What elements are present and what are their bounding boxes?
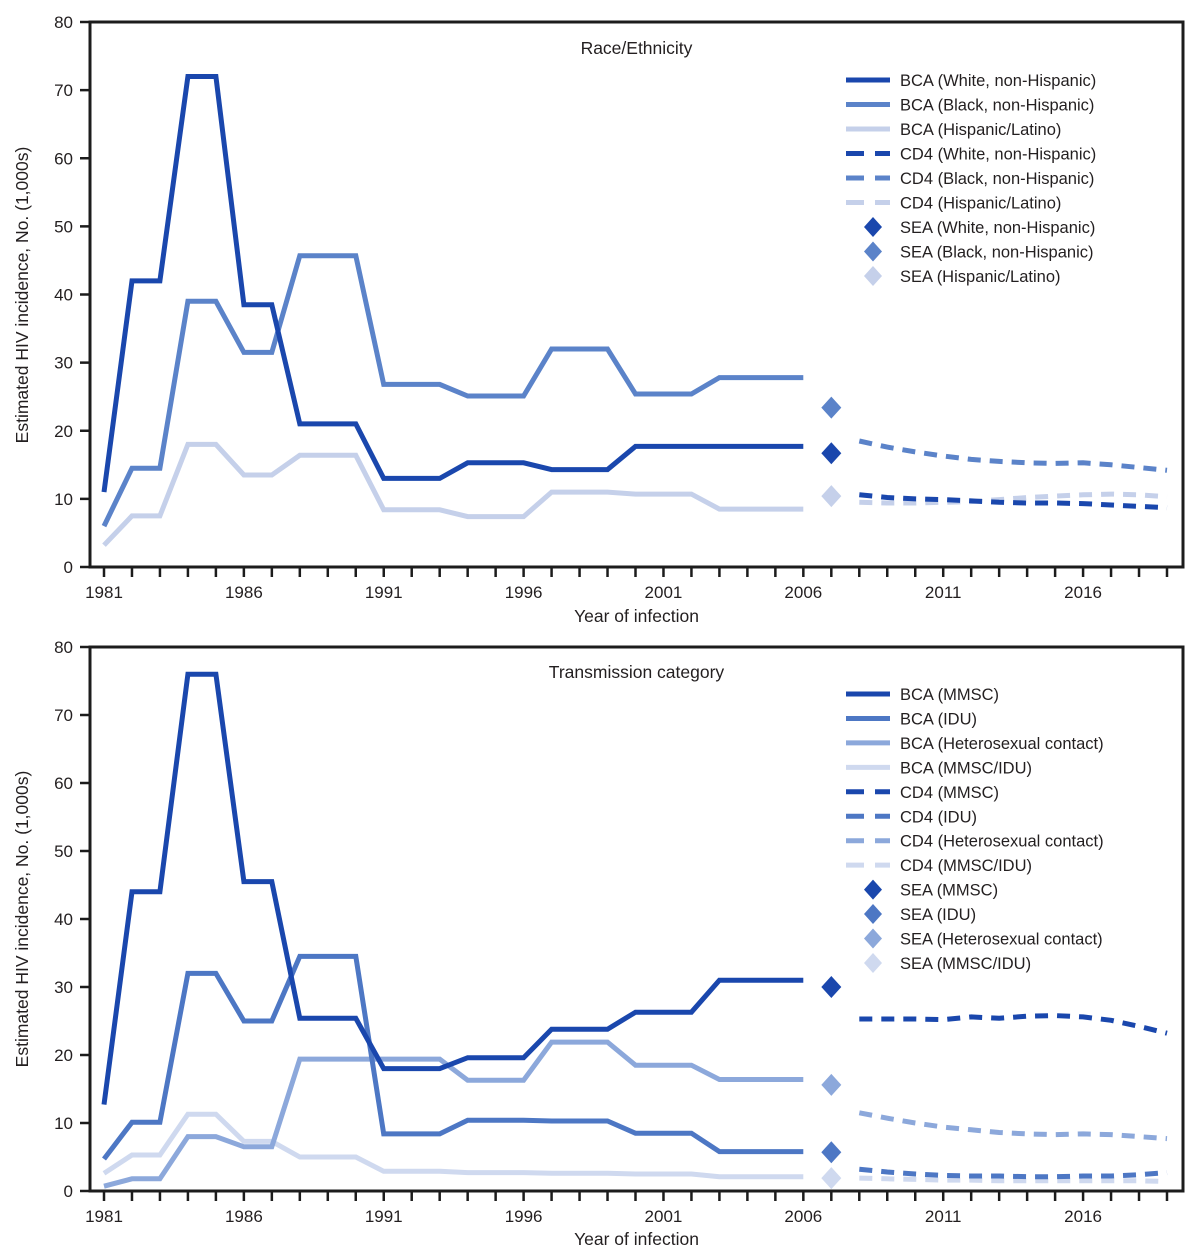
- series-line:BCA (MMSC/IDU): [104, 1114, 803, 1177]
- legend-label: BCA (Hispanic/Latino): [900, 121, 1062, 139]
- x-tick-label: 1996: [504, 583, 543, 602]
- y-tick-label: 40: [54, 910, 73, 929]
- legend-label: CD4 (MMSC/IDU): [900, 857, 1032, 876]
- series-marker:SEA (MMSC): [821, 976, 841, 998]
- legend-swatch-diamond: [864, 880, 882, 900]
- y-tick-label: 0: [63, 1182, 73, 1201]
- y-tick-label: 20: [54, 421, 73, 441]
- y-tick-label: 80: [54, 638, 73, 657]
- y-tick-label: 80: [54, 13, 73, 32]
- y-tick-label: 50: [54, 217, 73, 237]
- y-axis: [54, 13, 90, 577]
- x-tick-label: 1991: [364, 583, 403, 602]
- series-marker:SEA (Hispanic/Latino): [821, 485, 841, 507]
- transmission-category-chart-title: Transmission category: [548, 662, 725, 682]
- y-tick-label: 10: [54, 1114, 73, 1133]
- x-tick-label: 1986: [224, 583, 263, 602]
- series-line:CD4 (Black, non-Hispanic): [859, 441, 1167, 470]
- series-line:BCA (White, non-Hispanic): [104, 77, 803, 493]
- y-tick-label: 60: [54, 149, 73, 169]
- legend-swatch-diamond: [864, 217, 882, 237]
- legend-label: CD4 (MMSC): [900, 783, 999, 802]
- legend-label: BCA (MMSC/IDU): [900, 759, 1032, 778]
- series-line:BCA (MMSC): [104, 674, 803, 1104]
- x-tick-label: 2006: [784, 1207, 823, 1226]
- y-axis: [54, 638, 90, 1201]
- y-tick-label: 50: [54, 842, 73, 861]
- legend-label: CD4 (IDU): [900, 808, 977, 827]
- legend-label: CD4 (Hispanic/Latino): [900, 194, 1062, 213]
- y-tick-label: 20: [54, 1046, 73, 1065]
- legend-label: SEA (Black, non-Hispanic): [900, 243, 1094, 262]
- legend-swatch-diamond: [864, 266, 882, 286]
- legend-label: BCA (MMSC): [900, 686, 999, 704]
- x-tick-label: 1981: [85, 1207, 123, 1226]
- legend-label: BCA (IDU): [900, 710, 978, 729]
- series-line:BCA (IDU): [104, 956, 803, 1159]
- top-chart-x-axis-label: Year of infection: [574, 606, 699, 626]
- x-tick-label: 2006: [784, 583, 823, 602]
- legend: [846, 72, 1096, 286]
- y-tick-label: 10: [54, 489, 73, 509]
- series-line:CD4 (IDU): [859, 1169, 1167, 1177]
- legend: [846, 686, 1104, 973]
- bottom-chart-x-axis-label: Year of infection: [574, 1229, 699, 1249]
- x-tick-label: 2016: [1064, 1207, 1102, 1226]
- series-line:BCA (Hispanic/Latino): [104, 444, 803, 545]
- plot-border: [90, 647, 1183, 1191]
- x-tick-label: 1991: [364, 1207, 403, 1226]
- bottom-chart-y-axis-label: Estimated HIV incidence, No. (1,000s): [12, 770, 32, 1068]
- legend-label: CD4 (Black, non-Hispanic): [900, 170, 1095, 188]
- legend-swatch-diamond: [864, 953, 882, 973]
- legend-label: SEA (Hispanic/Latino): [900, 268, 1061, 286]
- y-tick-label: 30: [54, 978, 73, 997]
- legend-label: SEA (IDU): [900, 906, 977, 925]
- y-tick-label: 0: [63, 558, 73, 577]
- y-tick-label: 70: [54, 706, 73, 725]
- x-tick-label: 2011: [924, 1207, 962, 1226]
- legend-label: BCA (Black, non-Hispanic): [900, 96, 1095, 115]
- series-marker:SEA (White, non-Hispanic): [821, 442, 841, 464]
- series-marker:SEA (Black, non-Hispanic): [821, 397, 841, 419]
- x-tick-label: 2001: [644, 583, 683, 602]
- top-chart-y-axis-label: Estimated HIV incidence, No. (1,000s): [12, 146, 32, 444]
- x-tick-label: 1981: [85, 583, 123, 602]
- y-tick-label: 30: [54, 353, 73, 373]
- x-tick-label: 2011: [924, 583, 962, 602]
- series-marker:SEA (MMSC/IDU): [821, 1167, 841, 1189]
- series-marker:SEA (Heterosexual contact): [821, 1074, 841, 1096]
- legend-label: SEA (MMSC): [900, 881, 999, 900]
- x-tick-label: 2001: [644, 1207, 683, 1226]
- legend-label: SEA (Heterosexual contact): [900, 930, 1103, 949]
- series-line:CD4 (MMSC): [859, 1016, 1167, 1034]
- legend-swatch-diamond: [864, 242, 882, 262]
- transmission-category-chart: [54, 638, 1183, 1226]
- y-tick-label: 60: [54, 774, 73, 793]
- legend-label: BCA (White, non-Hispanic): [900, 72, 1097, 90]
- y-tick-label: 70: [54, 81, 73, 101]
- series-marker:SEA (IDU): [821, 1141, 841, 1163]
- legend-label: SEA (MMSC/IDU): [900, 954, 1032, 973]
- x-axis: [85, 567, 1167, 602]
- x-tick-label: 1986: [224, 1207, 263, 1226]
- legend-label: CD4 (White, non-Hispanic): [900, 145, 1097, 164]
- race-ethnicity-chart-title: Race/Ethnicity: [580, 38, 693, 58]
- y-tick-label: 40: [54, 285, 73, 305]
- series-line:CD4 (Heterosexual contact): [859, 1113, 1167, 1139]
- series-line:BCA (Black, non-Hispanic): [104, 256, 803, 526]
- legend-label: CD4 (Heterosexual contact): [900, 832, 1104, 851]
- x-tick-label: 1996: [504, 1207, 543, 1226]
- legend-label: BCA (Heterosexual contact): [900, 734, 1104, 753]
- legend-swatch-diamond: [864, 929, 882, 949]
- legend-swatch-diamond: [864, 904, 882, 924]
- legend-label: SEA (White, non-Hispanic): [900, 219, 1096, 237]
- race-ethnicity-chart: [54, 13, 1183, 602]
- x-axis: [85, 1191, 1167, 1226]
- x-tick-label: 2016: [1064, 583, 1102, 602]
